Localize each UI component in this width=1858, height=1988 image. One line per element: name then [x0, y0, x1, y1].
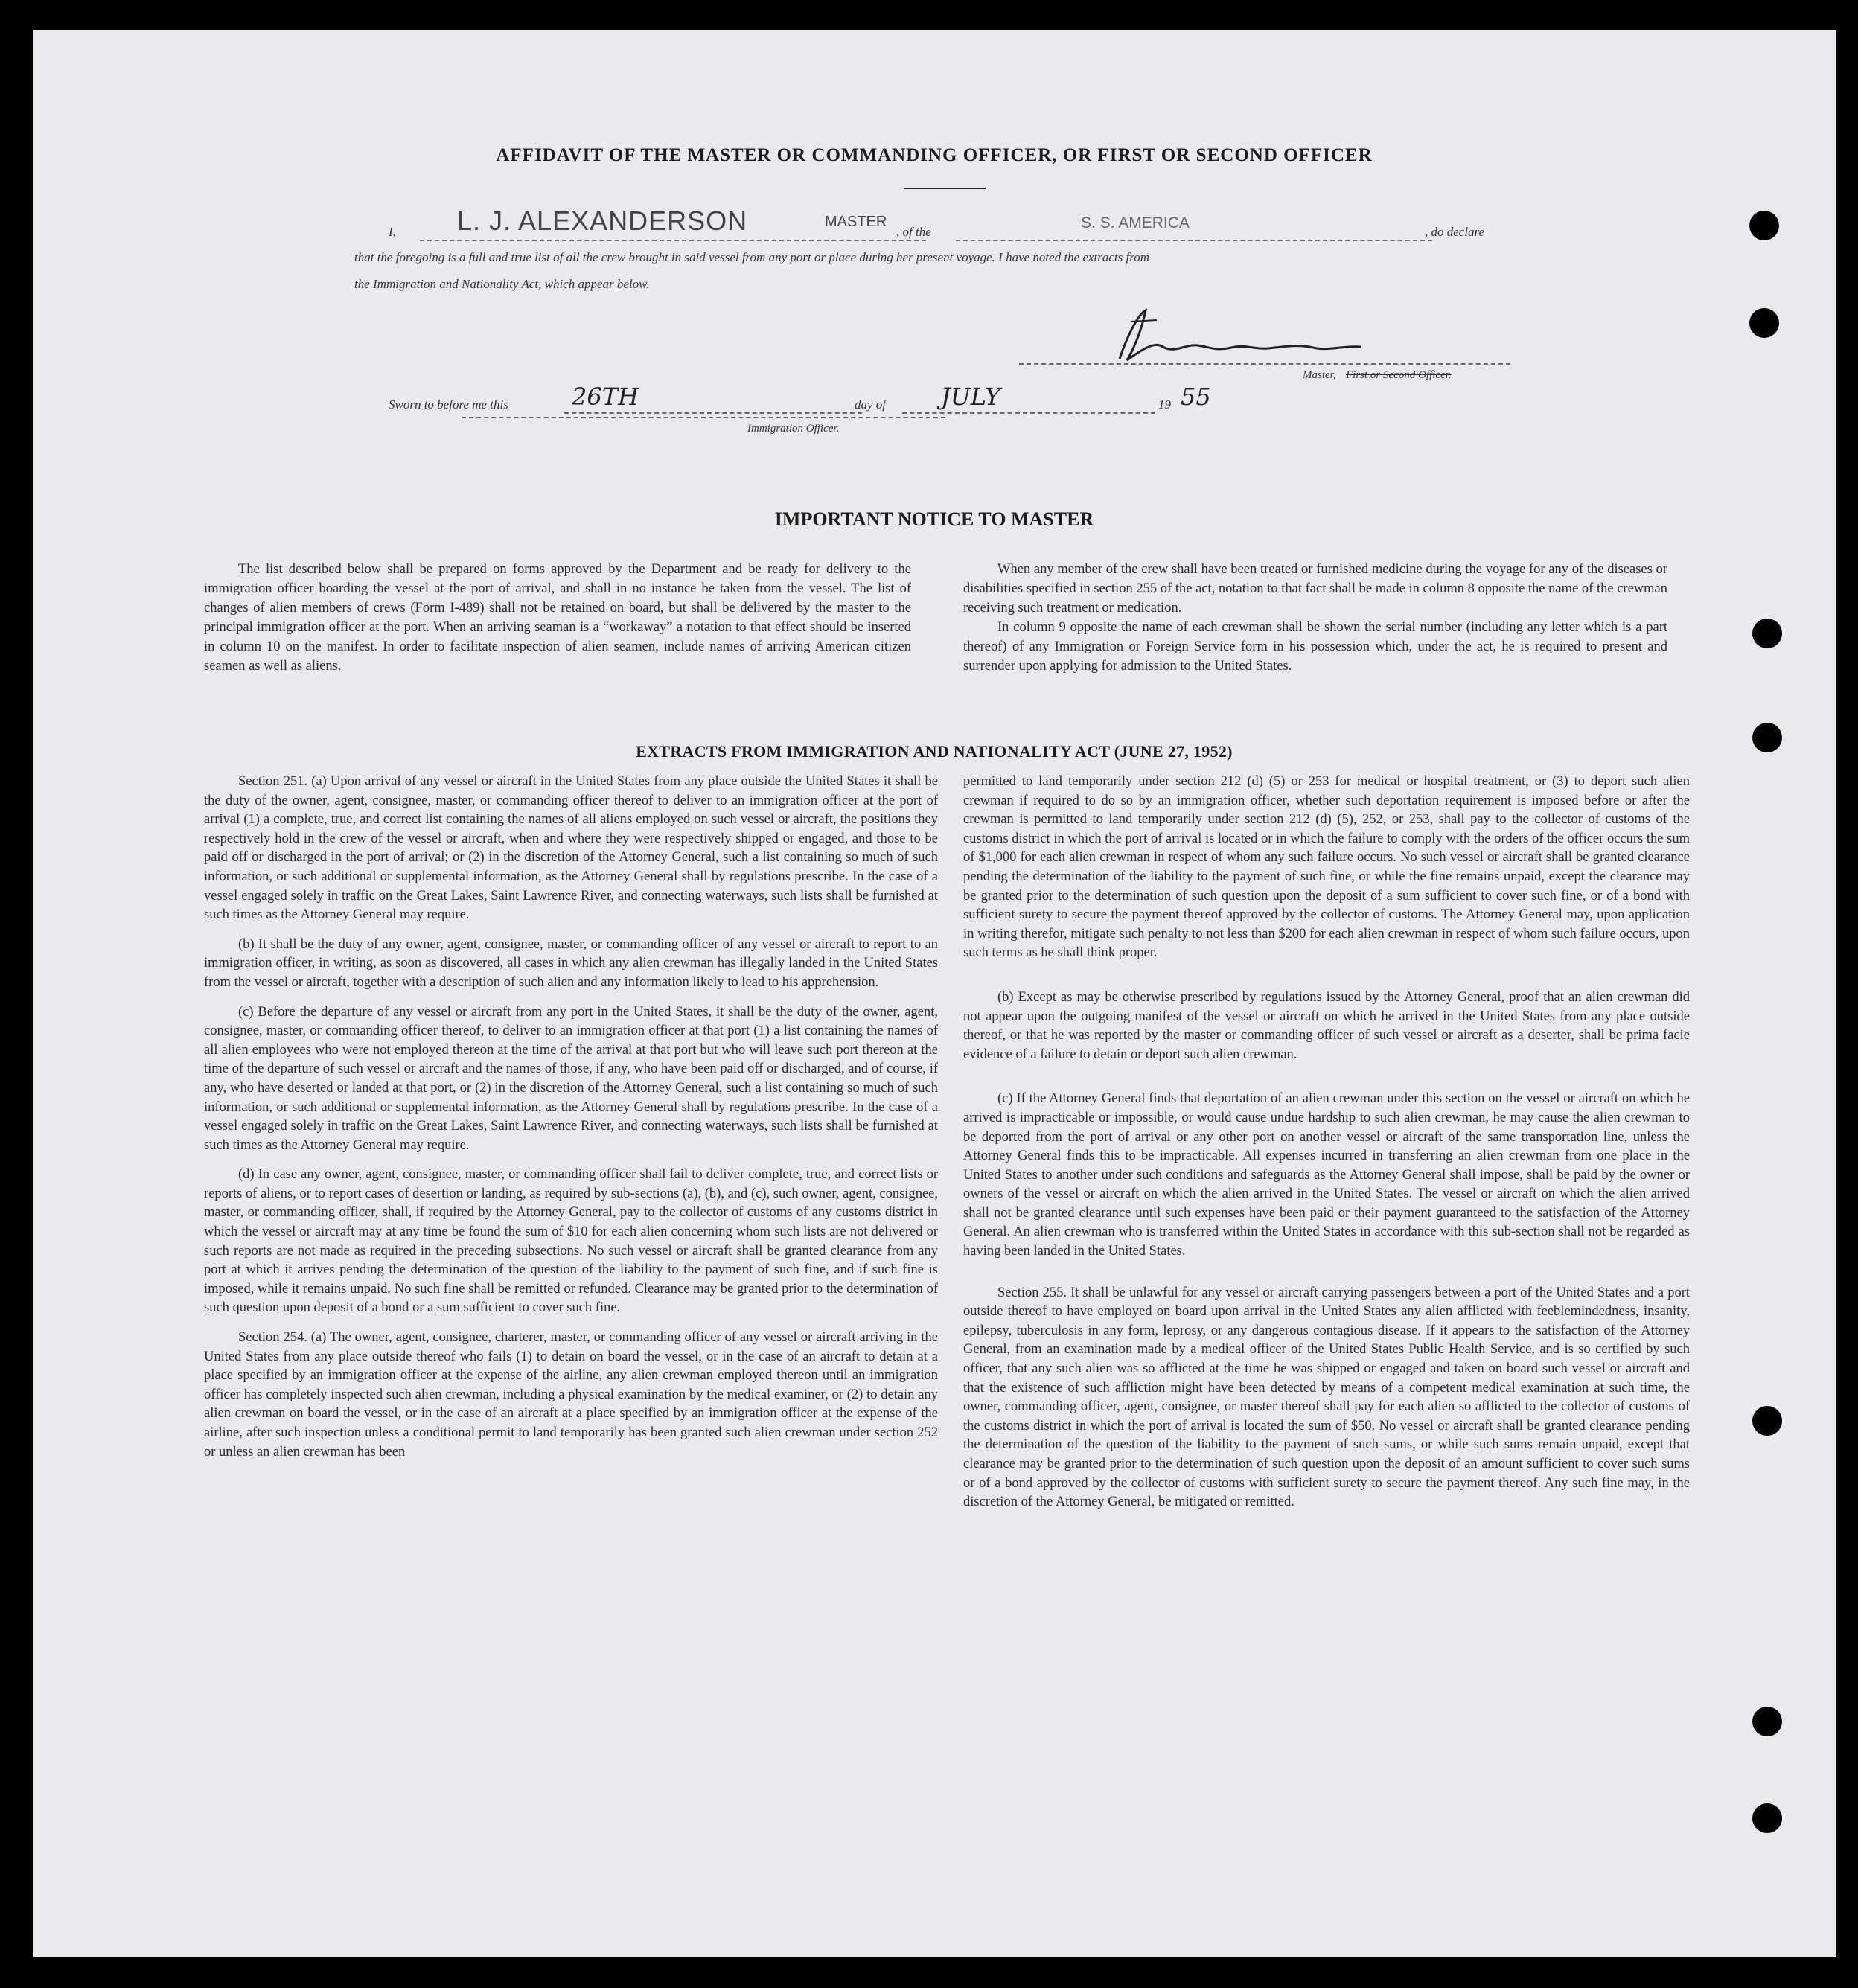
officer-line: [462, 417, 945, 418]
rank: MASTER: [825, 214, 887, 230]
section-254b: (b) Except as may be otherwise prescribed by regulations issued by the Attorney General, proof that an alien crewman did not appear upon the outgoing manifest of the vessel or aircraft on which he arrived in the United States from any place outside thereof, or that he was reported by the master or commanding officer of such vessel or aircraft as a deserter, shall be prima facie evidence of a failure to detain or deport such alien crewman.: [963, 989, 1690, 1062]
officer-caption: Immigration Officer.: [747, 423, 840, 435]
notice-right-column: [963, 560, 1667, 676]
i-label: I,: [389, 225, 396, 239]
section-255: Section 255. It shall be unlawful for any vessel or aircraft carrying passengers between a port of the United States and a port outside thereof to have employed on board upon arrival in the United States any alien afflicted with feeblemindedness, insanity, epilepsy, tuberculosis in any form, leprosy, or any dangerous contagious disease. If it appears to the satisfaction of the Attorney General, from an examination made by a medical officer of the United States Public Health Service, and is so certified by such officer, that any such alien was so afflicted at the time he was shipped or engaged and taken on board such vessel or aircraft and that the existence of such affliction might have been detected by means of a competent medical examination at such time, the owner, commanding officer, agent, consignee, or master thereof shall pay for each alien so afflicted to the collector of customs of the customs district in which the port of arrival is located the sum of $50. No vessel or aircraft shall be granted clearance pending the determination of the question of the liability to the payment of such sums, or while such sums remain unpaid, except that clearance may be granted prior to the determination of such question upon the deposit of an amount sufficient to cover such sums or of a bond approved by the collector of customs with sufficient surety to secure the payment thereof. Any such fine may, in the discretion of the Attorney General, be mitigated or remitted.: [963, 1285, 1690, 1510]
day-of-label: day of: [855, 397, 887, 412]
punch-hole: [1752, 1707, 1782, 1736]
year-suffix: 55: [1181, 383, 1211, 411]
sworn-day: 26TH: [572, 383, 639, 411]
name-line: [420, 240, 926, 241]
section-254a-continued: permitted to land temporarily under section 212 (d) (5) or 253 for medical or hospital treatment, or (3) to deport such alien crewman if required to do so by an immigration officer, whether such deportation requirement is imposed before or after the crewman is permitted to land temporarily under section 212 (d) (5), 252, or 253, shall pay to the collector of customs of the customs district in which the port of arrival is located or in which the failure to comply with the orders of the officer occurs the sum of $1,000 for each alien crewman in respect of whom any such failure occurs. No such vessel or aircraft shall be granted clearance pending the determination of the liability to the payment of such fine, or while the fine remains unpaid, except the clearance may be granted prior to the determination of such question upon the deposit of a sum sufficient to cover such fine, or of a bond with sufficient surety to secure the payment thereof approved by the collector of customs. The Attorney General may, upon application in writing therefor, mitigate such penalty to not less than $200 for each alien crewman in respect of whom such failure occurs, upon such terms as he shall think proper.: [963, 774, 1690, 961]
day-line: [564, 412, 862, 414]
sworn-label: Sworn to before me this: [389, 397, 508, 412]
of-the-label: , of the: [896, 225, 931, 239]
section-251b: (b) It shall be the duty of any owner, agent, consignee, master, or commanding officer of any vessel or aircraft to report to an immigration officer, in writing, as soon as discovered, all cases in which any alien crewman has illegally landed in the United States from the vessel or aircraft, together with a description of such alien and any information likely to lead to his apprehension.: [204, 936, 938, 990]
vessel-name: S. S. AMERICA: [1081, 214, 1190, 231]
signature: [1105, 307, 1388, 366]
signature-line: [1019, 363, 1510, 365]
notice-right-paragraph-2: In column 9 opposite the name of each crewman shall be shown the serial number (including any letter which is a part thereof) of any Immigration or Foreign Service form in his possession which, under the act, he is required to present and surrender upon applying for admission to the United States.: [963, 620, 1667, 674]
signer-caption-master: Master,: [1303, 369, 1336, 381]
section-254c: (c) If the Attorney General finds that deportation of an alien crewman under this section on the vessel or aircraft on which he arrived is impracticable or impossible, or would cause undue hardship to such alien crewman, he may cause the alien crewman to be deported from the port of arrival or any other port on another vessel or aircraft of the same transportation line, unless the Attorney General finds this to be impracticable. All expenses incurred in transferring an alien crewman from one place in the United States to another under such conditions and safeguards as the Attorney General shall impose, shall be paid by the owner or owners of the vessel or aircraft on which the alien arrived in the United States. The vessel or aircraft on which the alien arrived shall not be granted clearance until such expenses have been paid or their payment guaranteed to the satisfaction of the Attorney General. An alien crewman who is transferred within the United States in accordance with this sub-section shall not be regarded as having been landed in the United States.: [963, 1091, 1690, 1259]
affidavit-page: [33, 30, 1836, 1957]
title-underline: [904, 188, 986, 189]
statement-line-2: the Immigration and Nationality Act, which appear below.: [354, 277, 650, 291]
extracts-right-column: [963, 773, 1690, 1512]
section-251c: (c) Before the departure of any vessel or aircraft from any port in the United States, it shall be the duty of the owner, agent, consignee, master, or commanding officer thereof, to deliver to an immigration officer at that port (1) a list containing the names of all alien employees who were not employed thereon at the time of the arrival at that port but who will leave such port thereon at the time of the departure of such vessel or aircraft and the names of those, if any, who have been paid off or discharged, and of course, if any, who have deserted or landed at that port, or (2) in the discretion of the Attorney General, such a list containing so much of such information, or such additional or supplemental information, as the Attorney General shall by regulations prescribe. In the case of a vessel engaged solely in traffic on the Great Lakes, Saint Lawrence River, and connecting waterways, such lists shall be furnished at such times as the Attorney General may require.: [204, 1004, 938, 1153]
month-line: [902, 412, 1155, 414]
master-name: L. J. ALEXANDERSON: [457, 205, 748, 236]
punch-hole: [1752, 1406, 1782, 1436]
year-prefix: 19: [1158, 397, 1171, 412]
extracts-left-column: [204, 773, 938, 1462]
notice-left-column: [204, 560, 911, 676]
sworn-month: JULY: [941, 383, 1001, 411]
section-254a: Section 254. (a) The owner, agent, consignee, charterer, master, or commanding officer of any vessel or aircraft arriving in the United States from any place outside thereof who fails (1) to detain on board the vessel, or in the case of an aircraft to detain at a place specified by an immigration officer at the expense of the airline, any alien crewman employed thereon until an immigration officer has completely inspected such alien crewman, including a physical examination by the medical examiner, or (2) to detain any alien crewman on board the vessel, or in the case of an aircraft at a place specified by an immigration officer at the expense of the airline, after such inspection unless a conditional permit to land temporarily has been granted such alien crewman under section 252 or unless an alien crewman has been: [204, 1330, 938, 1460]
statement-line-1: that the foregoing is a full and true list of all the crew brought in said vessel from any port or place during her present voyage. I have noted the extracts from: [354, 250, 1150, 264]
extracts-title: EXTRACTS FROM IMMIGRATION AND NATIONALITY ACT (JUNE 27, 1952): [636, 742, 1233, 761]
affidavit-title: AFFIDAVIT OF THE MASTER OR COMMANDING OFFICER, OR FIRST OR SECOND OFFICER: [496, 145, 1373, 165]
signer-caption-struck: First or Second Officer.: [1346, 369, 1452, 381]
do-declare-label: , do declare: [1425, 225, 1485, 239]
punch-hole: [1749, 308, 1779, 338]
section-251a: Section 251. (a) Upon arrival of any vessel or aircraft in the United States from any place outside the United States it shall be the duty of the owner, agent, consignee, master, or commanding officer thereof to deliver to an immigration officer at the port of arrival (1) a complete, true, and correct list containing the names of all aliens employed on such vessel or aircraft, the positions they respectively hold in the crew of the vessel or aircraft, when and where they were respectively shipped or engaged, and those to be paid off or discharged in the port of arrival; or (2) in the discretion of the Attorney General, such a list containing so much of such information, or such additional or supplemental information, as the Attorney General shall by regulations prescribe. In the case of a vessel engaged solely in traffic on the Great Lakes, Saint Lawrence River, and connecting waterways, such lists shall be furnished at such times as the Attorney General may require.: [204, 774, 938, 923]
notice-left-paragraph: The list described below shall be prepared on forms approved by the Department and be ready for delivery to the immigration officer boarding the vessel at the port of arrival, and shall in no instance be taken from the vessel. The list of changes of alien members of crews (Form I-489) shall not be retained on board, but shall be delivered by the master to the principal immigration officer at the port. When an arriving seaman is a “workaway” a notation to that effect should be inserted in column 10 on the manifest. In order to facilitate inspection of alien seamen, include names of arriving American citizen seamen as well as aliens.: [204, 562, 911, 674]
notice-title: IMPORTANT NOTICE TO MASTER: [774, 508, 1094, 530]
section-251d: (d) In case any owner, agent, consignee, master, or commanding officer shall fail to deliver complete, true, and correct lists or reports of aliens, or to report cases of desertion or landing, as required by sub-sections (a), (b), and (c), such owner, agent, consignee, master, or commanding officer, shall, if required by the Attorney General, pay to the collector of customs of any customs district in which the vessel or aircraft may at any time be found the sum of $10 for each alien concerning whom such lists are not delivered or such reports are not made as required in the preceding subsections. No such vessel or aircraft shall be granted clearance from any port at which it arrives pending the determination of the question of the liability to the payment of such fine, and if such fine is imposed, while it remains unpaid. No such fine shall be remitted or refunded. Clearance may be granted prior to the determination of such question upon deposit of a bond or a sum sufficient to cover such fine.: [204, 1167, 938, 1316]
punch-hole: [1752, 619, 1782, 648]
punch-hole: [1752, 1803, 1782, 1833]
notice-right-paragraph-1: When any member of the crew shall have been treated or furnished medicine during the voyage for any of the diseases or disabilities specified in section 255 of the act, notation to that fact shall be made in column 8 opposite the name of the crewman receiving such treatment or medication.: [963, 562, 1667, 616]
vessel-line: [956, 240, 1432, 241]
punch-hole: [1749, 211, 1779, 240]
